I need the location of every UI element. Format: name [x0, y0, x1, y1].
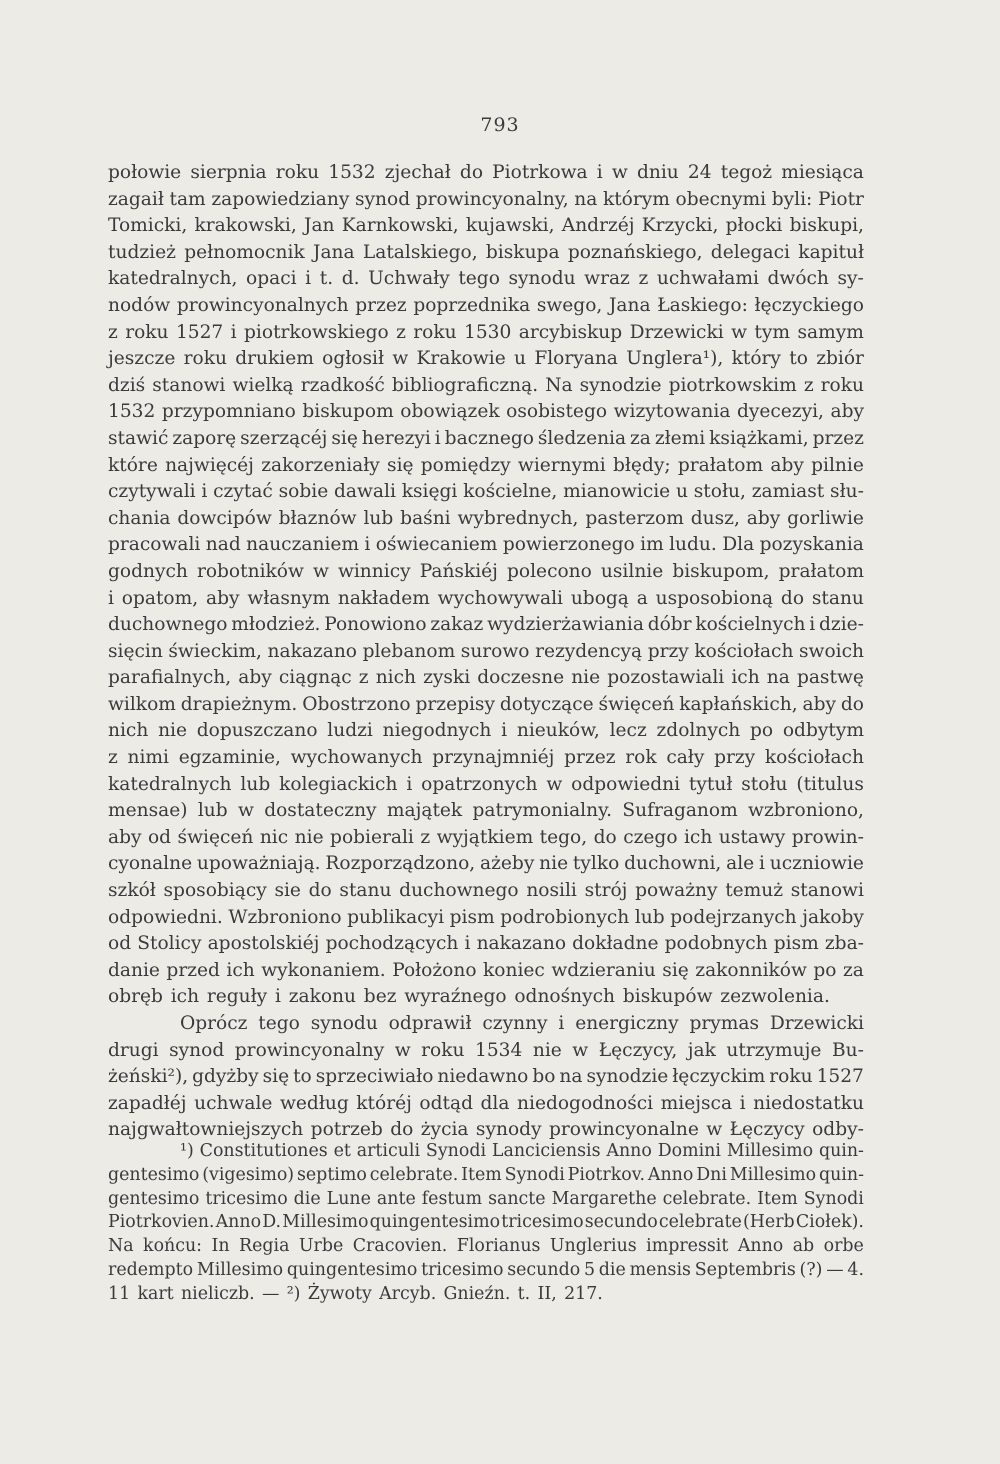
text-line: cyonalne upoważniają. Rozporządzono, ażeby nie tylko duchowni, ale i uczniowie — [108, 853, 864, 875]
text-line: dziś stanowi wielką rzadkość bibliograficzną. Na synodzie piotrkowskim z roku — [108, 374, 864, 396]
text-line: katedralnych, opaci i t. d. Uchwały tego synodu wraz z uchwałami dwóch sy- — [108, 268, 864, 290]
text-line: wilkom drapieżnym. Obostrzono przepisy dotyczące święceń kapłańskich, aby do — [108, 693, 864, 715]
text-line: zagaił tam zapowiedziany synod prowincyonalny, na którym obecnymi byli: Piotr — [108, 188, 864, 210]
footnote-line: 11 kart nieliczb. — ²) Żywoty Arcyb. Gnieźn. t. II, 217. — [108, 1283, 603, 1304]
text-line: 1532 przypomniano biskupom obowiązek osobistego wizytowania dyecezyi, aby — [108, 401, 864, 423]
text-line: duchownego młodzież. Ponowiono zakaz wydzierżawiania dóbr kościelnych i dzie- — [108, 614, 864, 636]
footnotes — [108, 1140, 864, 1307]
text-line: sięcin świeckim, nakazano plebanom surowo rezydencyą przy kościołach swoich — [108, 640, 864, 662]
text-line: godnych robotników w winnicy Pańskiéj polecono usilnie biskupom, prałatom — [108, 560, 864, 582]
text-line: drugi synod prowincyonalny w roku 1534 nie w Łęczycy, jak utrzymuje Bu- — [108, 1039, 864, 1061]
body-text — [108, 160, 864, 1144]
text-line: tudzież pełnomocnik Jana Latalskiego, biskupa poznańskiego, delegaci kapituł — [108, 241, 864, 263]
text-line: połowie sierpnia roku 1532 zjechał do Piotrkowa i w dniu 24 tegoż miesiąca — [108, 162, 864, 183]
footnote-line: gentesimo (vigesimo) septimo celebrate. Item Synodi Piotrkov. Anno Dni Millesimo quin- — [108, 1164, 864, 1185]
footnote-line: ¹) Constitutiones et articuli Synodi Lanciciensis Anno Domini Millesimo quin- — [180, 1141, 864, 1161]
text-line: stawić zaporę szerzącéj się herezyi i bacznego śledzenia za złemi książkami, przez — [108, 427, 864, 449]
text-line: czytywali i czytać sobie dawali księgi kościelne, mianowicie u stołu, zamiast słu- — [108, 481, 864, 503]
text-line: Oprócz tego synodu odprawił czynny i energiczny prymas Drzewicki — [180, 1013, 864, 1034]
text-line: nodów prowincyonalnych przez poprzednika swego, Jana Łaskiego: łęczyckiego — [108, 294, 864, 316]
text-line: danie przed ich wykonaniem. Położono koniec wdzieraniu się zakonników po za — [108, 959, 864, 981]
footnote-line: Piotrkovien. Anno D. Millesimo quingentesimo tricesimo secundo celebrate (Herb Ciołek). — [108, 1212, 864, 1233]
text-line: parafialnych, aby ciągnąc z nich zyski doczesne nie pozostawiali ich na pastwę — [108, 667, 864, 689]
text-line: mensae) lub w dostateczny majątek patrymonialny. Sufraganom wzbroniono, — [108, 800, 864, 822]
text-line: jeszcze roku drukiem ogłosił w Krakowie u Floryana Unglera¹), który to zbiór — [108, 348, 864, 370]
text-line: i opatom, aby własnym nakładem wychowywali ubogą a usposobioną do stanu — [108, 587, 864, 609]
text-line: z nimi egzaminie, wychowanych przynajmniéj przez rok cały przy kościołach — [108, 747, 864, 769]
text-line: zapadłéj uchwale według któréj odtąd dla niedogodności miejsca i niedostatku — [108, 1092, 864, 1114]
text-line: szkół sposobiący sie do stanu duchownego nosili strój poważny temuż stanowi — [108, 880, 864, 902]
text-line: odpowiedni. Wzbroniono publikacyi pism podrobionych lub podejrzanych jakoby — [108, 906, 864, 928]
text-line: najgwałtowniejszych potrzeb do życia synody prowincyonalne w Łęczycy odby- — [108, 1119, 864, 1141]
text-line: chania dowcipów błaznów lub baśni wybrednych, pasterzom dusz, aby gorliwie — [108, 507, 864, 529]
text-line: pracowali nad nauczaniem i oświecaniem powierzonego im ludu. Dla pozyskania — [108, 534, 864, 556]
footnote-line: Na końcu: In Regia Urbe Cracovien. Florianus Unglerius impressit Anno ab orbe — [108, 1236, 864, 1257]
footnote-line: gentesimo tricesimo die Lune ante festum sancte Margarethe celebrate. Item Synodi — [108, 1188, 864, 1209]
footnote-line: redempto Millesimo quingentesimo tricesimo secundo 5 die mensis Septembris (?) — 4. — [108, 1259, 864, 1280]
text-line: od Stolicy apostolskiéj pochodzących i nakazano dokładne podobnych pism zba- — [108, 933, 864, 955]
text-line: Tomicki, krakowski, Jan Karnkowski, kujawski, Andrzéj Krzycki, płocki biskupi, — [108, 215, 864, 237]
text-line: które najwięcéj zakorzeniały się pomiędzy wiernymi błędy; prałatom aby pilnie — [108, 454, 864, 476]
text-line: aby od święceń nic nie pobierali z wyjątkiem tego, do czego ich ustawy prowin- — [108, 826, 864, 848]
text-line: katedralnych lub kolegiackich i opatrzonych w odpowiedni tytuł stołu (titulus — [108, 773, 864, 795]
text-line: obręb ich reguły i zakonu bez wyraźnego odnośnych biskupów zezwolenia. — [108, 986, 830, 1008]
text-line: nich nie dopuszczano ludzi niegodnych i nieuków, lecz zdolnych po odbytym — [108, 720, 864, 742]
text-line: żeński²), gdyżby się to sprzeciwiało niedawno bo na synodzie łęczyckim roku 1527 — [108, 1066, 864, 1088]
text-line: z roku 1527 i piotrkowskiego z roku 1530 arcybiskup Drzewicki w tym samym — [108, 321, 864, 343]
page-number: 793 — [480, 114, 520, 136]
